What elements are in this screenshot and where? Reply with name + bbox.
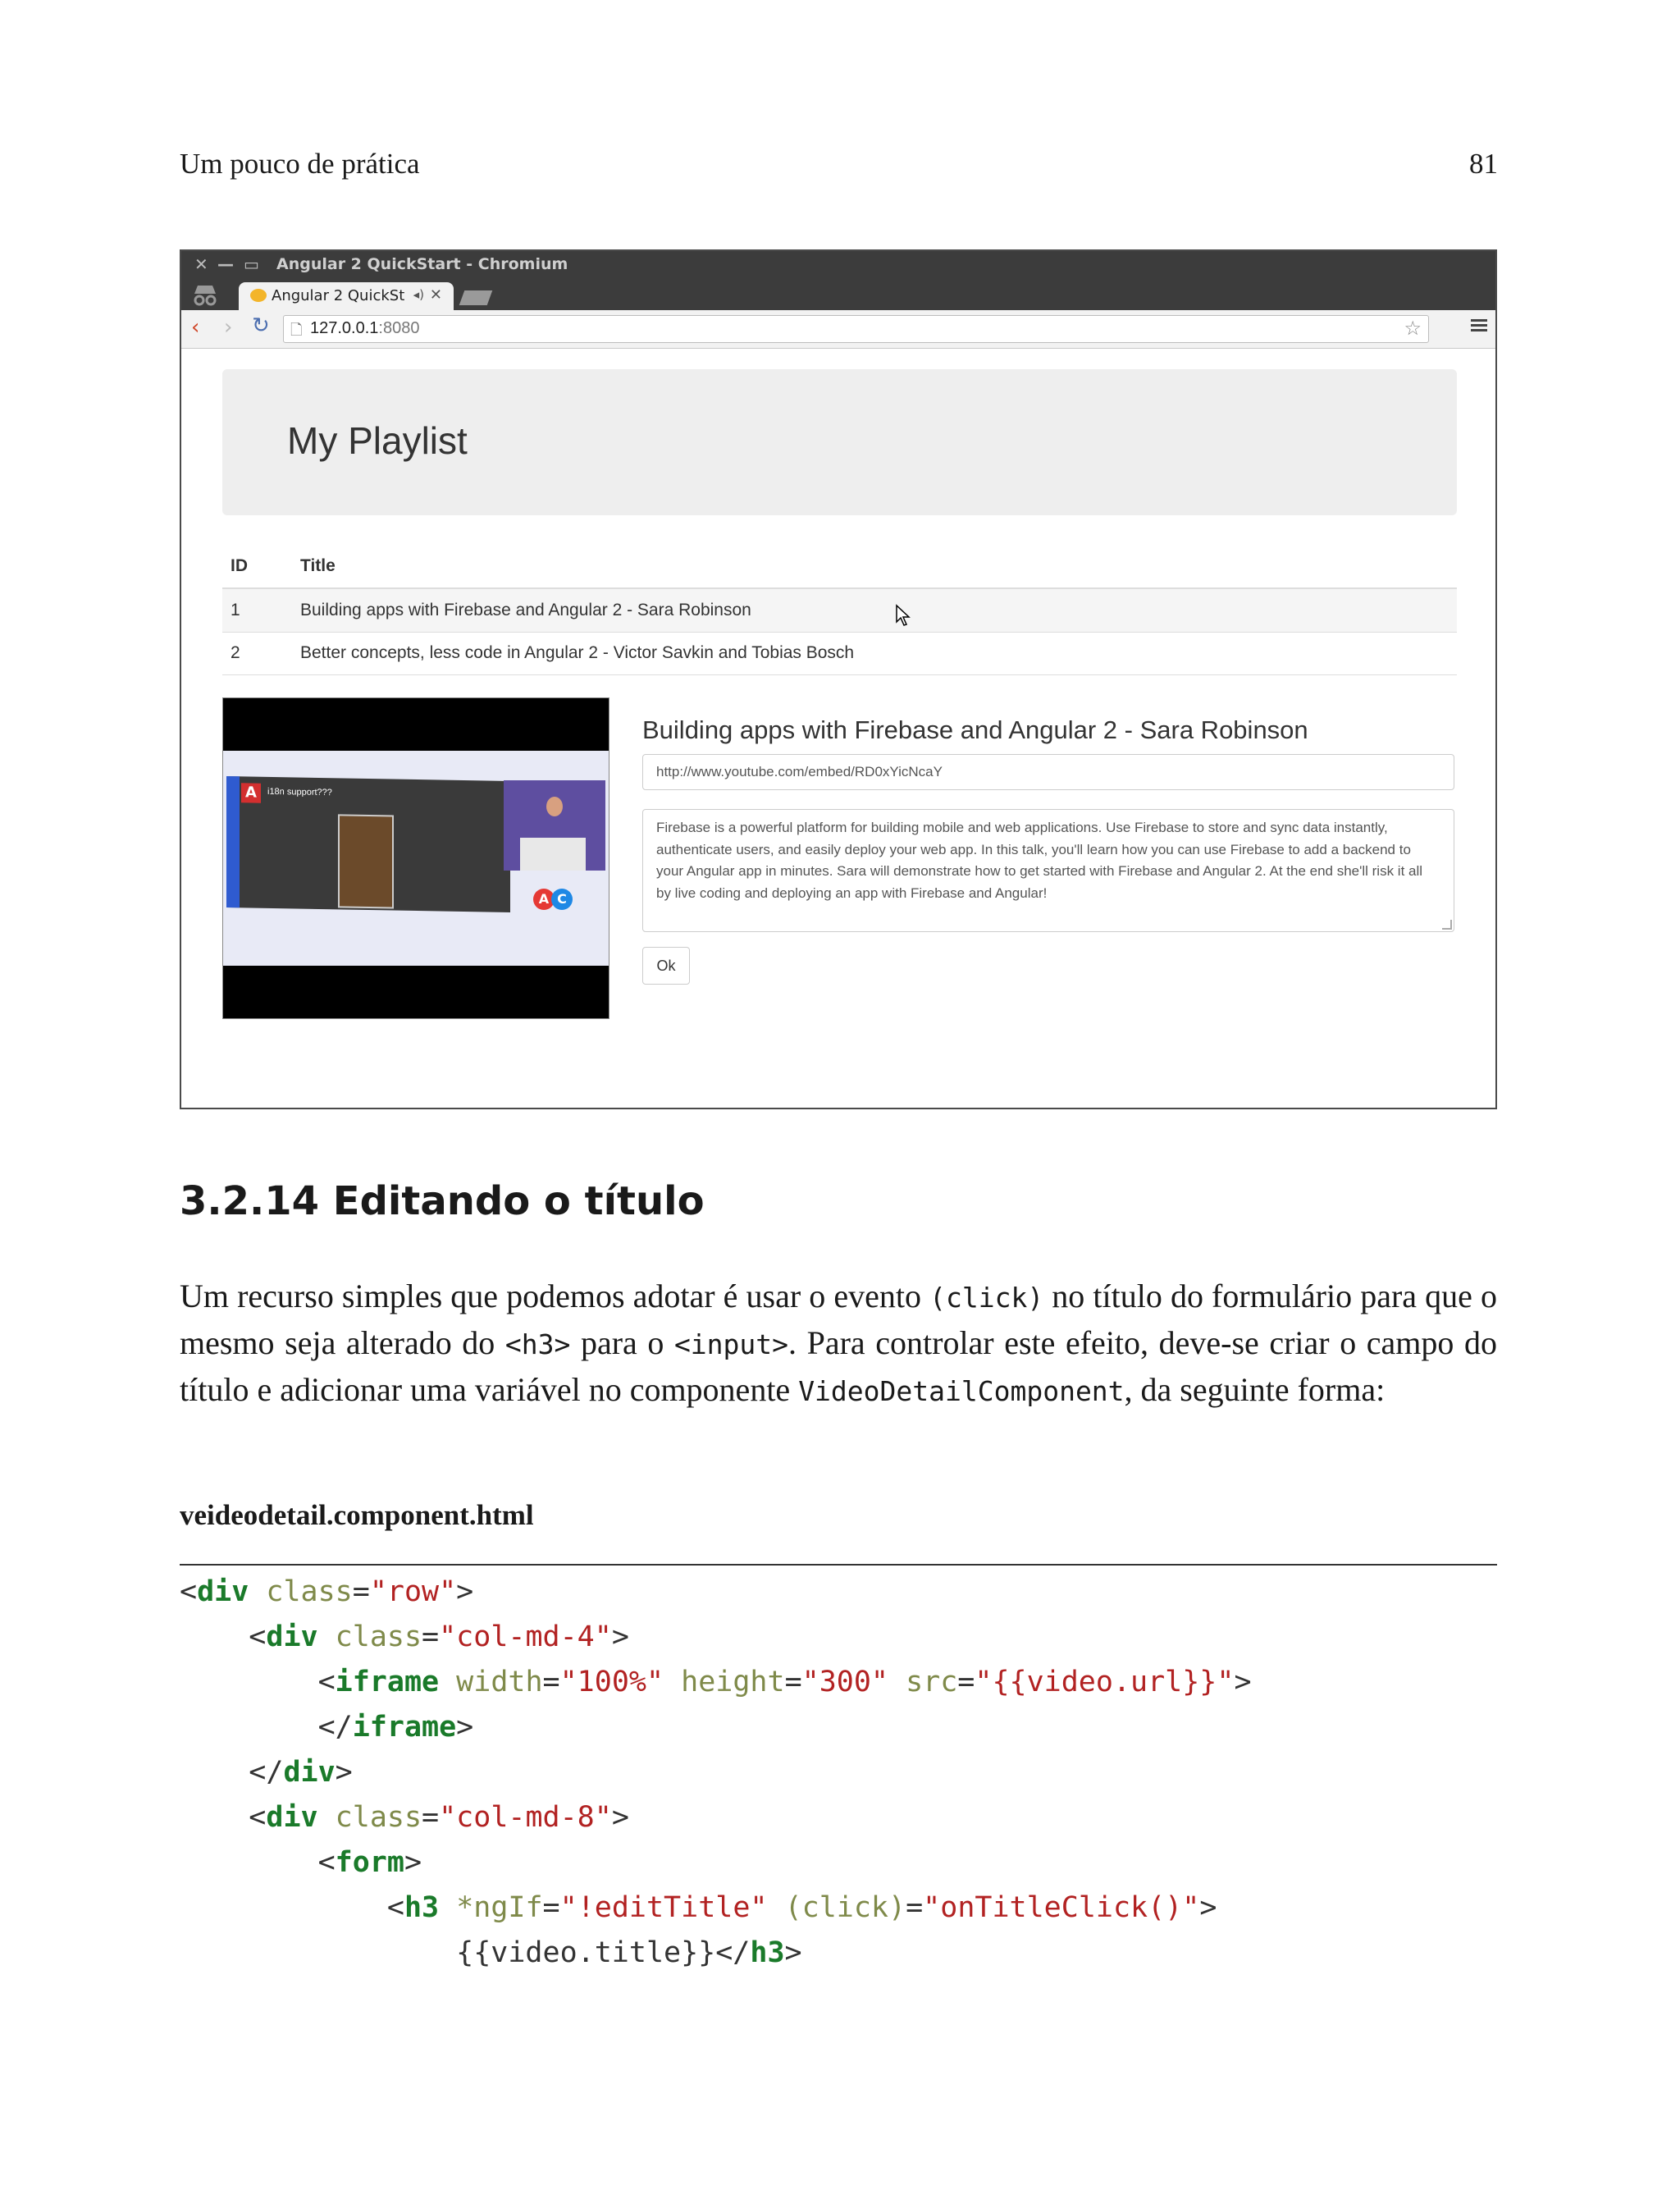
row-title[interactable]: Building apps with Firebase and Angular 2 - Sara Robinson (300, 601, 751, 619)
page-icon: 🗋 (290, 322, 303, 339)
maximize-icon[interactable]: ▭ (244, 254, 259, 274)
code-listing (180, 1570, 1252, 1976)
audio-icon[interactable]: ◂) (413, 287, 424, 302)
running-title: Um pouco de prática (180, 148, 420, 180)
code-line: </div> (249, 1756, 353, 1789)
browser-screenshot (180, 249, 1497, 1109)
back-icon[interactable]: ‹ (191, 315, 200, 340)
code-line: <div class="col-md-4"> (249, 1620, 629, 1653)
code-line: {{video.title}}</h3> (180, 1936, 802, 1969)
inline-code: (click) (929, 1282, 1044, 1314)
video-player[interactable] (222, 697, 609, 1019)
paragraph-text: para o (570, 1324, 674, 1361)
favicon-icon (250, 289, 267, 302)
menu-icon[interactable] (1471, 317, 1487, 334)
tab-label: Angular 2 QuickSt (272, 287, 405, 304)
inline-code: VideoDetailComponent (798, 1375, 1125, 1407)
video-url-input[interactable] (642, 754, 1454, 790)
table-header-id: ID (231, 556, 248, 575)
paragraph-text: . Para controlar este efeito, deve-se criar o campo do título e adicionar uma variável no componente (180, 1324, 1497, 1408)
tab-strip (181, 279, 1495, 310)
table-row[interactable] (222, 632, 1457, 675)
table-header-title: Title (300, 556, 336, 575)
close-icon[interactable]: ✕ (194, 254, 208, 274)
paragraph-text: no título do formulário para que o mesmo seja alterado do (180, 1278, 1497, 1361)
inline-code: <h3> (504, 1328, 571, 1360)
reload-icon[interactable]: ↻ (252, 313, 270, 338)
address-port: :8080 (378, 319, 420, 337)
angular-logo-icon: A (241, 783, 261, 802)
video-description-value: Firebase is a powerful platform for building mobile and web applications. Use Firebase to store and sync data instantly, authenticate users, and easily deploy your web app. In this talk, you'll learn how you can use Firebase to add a backend to your Angular app in minutes. Sara will demonstrate how to get started with Firebase and Angular 2. At the end she'll risk it all by live coding and deploying an app with Firebase and Angular! (656, 820, 1423, 901)
forward-icon[interactable]: › (224, 315, 233, 340)
jumbotron-title: My Playlist (287, 419, 468, 462)
browser-tab[interactable] (239, 282, 454, 310)
section-heading: 3.2.14 Editando o título (180, 1178, 705, 1224)
row-title[interactable]: Better concepts, less code in Angular 2 - Victor Savkin and Tobias Bosch (300, 643, 855, 662)
resize-handle-icon[interactable] (1442, 920, 1452, 930)
speaker-image (504, 780, 605, 871)
video-frame (223, 751, 609, 966)
address-host: 127.0.0.1 (310, 319, 379, 337)
phone-image (338, 814, 394, 908)
video-url-value: http://www.youtube.com/embed/RD0xYicNcaY (656, 764, 943, 779)
code-file-name: veideodetail.component.html (180, 1499, 534, 1531)
podium (520, 838, 586, 871)
presentation-slide (226, 776, 510, 912)
angularconnect-logo-icon: A C (533, 889, 578, 912)
code-top-rule (180, 1564, 1497, 1566)
slide-text: i18n support??? (267, 786, 332, 798)
new-tab-button[interactable] (459, 290, 493, 305)
video-detail-title[interactable]: Building apps with Firebase and Angular 2 - Sara Robinson (642, 715, 1308, 744)
code-line: <div class="col-md-8"> (249, 1801, 629, 1834)
browser-toolbar (181, 310, 1495, 349)
bookmark-star-icon[interactable]: ☆ (1404, 317, 1422, 340)
table-row[interactable] (222, 589, 1457, 633)
minimize-icon[interactable]: — (217, 254, 234, 274)
paragraph-text: , da seguinte forma: (1124, 1371, 1386, 1408)
address-bar[interactable] (283, 315, 1429, 343)
code-line: <form> (317, 1846, 422, 1879)
paragraph-text: Um recurso simples que podemos adotar é usar o evento (180, 1278, 930, 1314)
body-paragraph (180, 1273, 1497, 1414)
mouse-cursor-icon (895, 604, 911, 627)
tab-close-icon[interactable]: ✕ (429, 286, 442, 304)
window-title: Angular 2 QuickStart - Chromium (276, 255, 568, 273)
code-line: </iframe> (317, 1711, 474, 1744)
code-line: <div class="row"> (180, 1575, 474, 1608)
row-id: 2 (231, 643, 240, 662)
jumbotron (222, 369, 1457, 515)
code-line: <h3 *ngIf="!editTitle" (click)="onTitleClick()"> (386, 1891, 1217, 1924)
window-titlebar (181, 251, 1495, 279)
code-line: <iframe width="100%" height="300" src="{{video.url}}"> (317, 1666, 1252, 1698)
ok-button[interactable]: Ok (642, 947, 690, 985)
incognito-icon (191, 282, 219, 307)
video-description-textarea[interactable] (642, 809, 1454, 932)
row-id: 1 (231, 601, 240, 619)
page-number: 81 (1469, 148, 1498, 180)
inline-code: <input> (673, 1328, 789, 1360)
